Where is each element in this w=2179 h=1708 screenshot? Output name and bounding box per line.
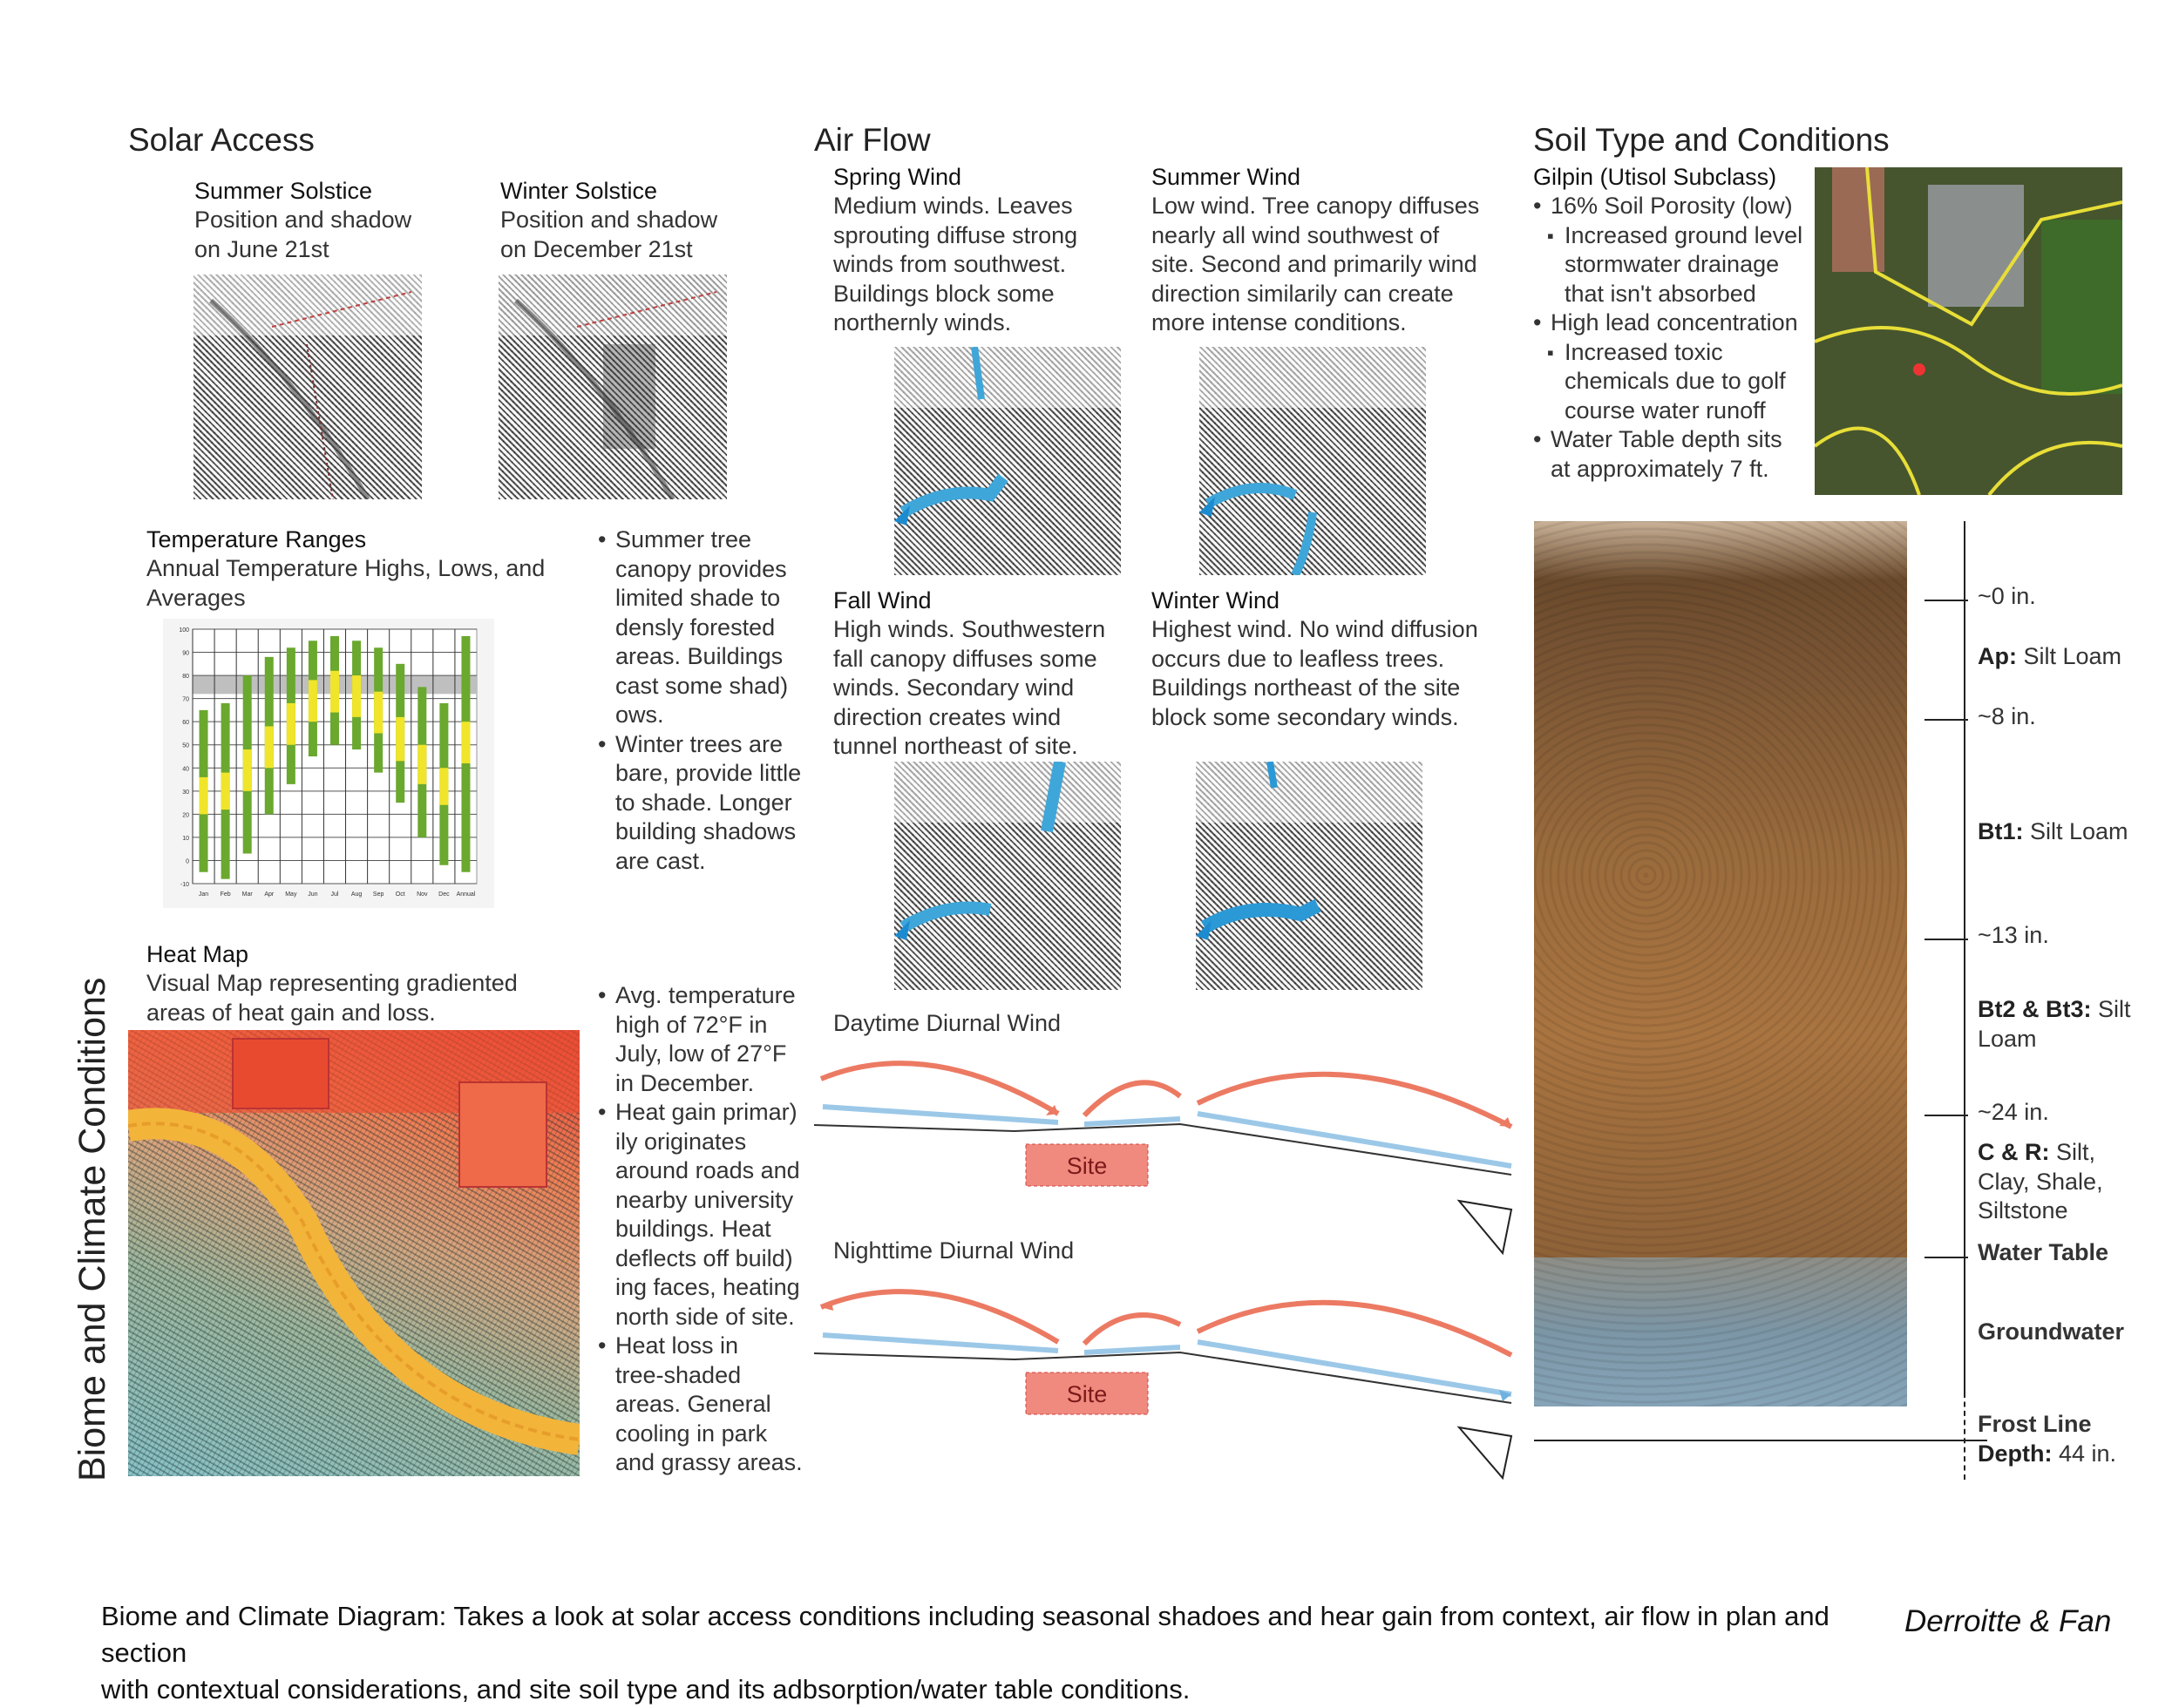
- winter-solstice-block: [500, 176, 717, 264]
- frost-line-label: [1978, 1410, 2116, 1468]
- spring-wind-block: [833, 162, 1077, 338]
- winter-solstice-sub: Position and shadow on December 21st: [500, 207, 718, 262]
- chart-y-tick: -10: [180, 882, 189, 888]
- tick-24in: [1924, 1115, 1968, 1116]
- tick-water-table: [1924, 1257, 1968, 1258]
- summer-wind-block: [1151, 162, 1479, 338]
- chart-x-tick: Aug: [350, 891, 363, 898]
- depth-13: ~13 in.: [1978, 922, 2049, 948]
- tick-8in: [1924, 719, 1968, 721]
- summer-solstice-block: [194, 176, 411, 264]
- heatmap-note-1: • Avg. temperature high of 72°F in July, low of 27°F in December.: [598, 981, 816, 1098]
- chart-x-tick: Apr: [264, 891, 275, 898]
- soil-type-bullets: [1533, 192, 1812, 484]
- soil-aerial-map: [1815, 167, 2122, 495]
- spring-wind-arrows: [894, 347, 1121, 575]
- vertical-title: Biome and Climate Conditions: [71, 977, 113, 1481]
- chart-y-tick: 70: [182, 696, 189, 703]
- chart-bar-yellow: [200, 777, 208, 814]
- chart-bar-yellow: [287, 703, 295, 745]
- chart-y-tick: 50: [182, 742, 189, 749]
- temperature-sub: Annual Temperature Highs, Lows, and Averages: [146, 555, 546, 611]
- soil-texture: [1534, 521, 1907, 1406]
- horizon-bt1-text: Silt Loam: [2023, 818, 2128, 844]
- temperature-title: Temperature Ranges: [146, 526, 367, 552]
- soil-aerial-overlay: [1815, 167, 2122, 495]
- nighttime-wind-section: [814, 1272, 1520, 1490]
- summer-wind-text: Low wind. Tree canopy diffuses nearly all wind southwest of site. Second and primarily wind direction similarily can create more intense conditions.: [1151, 193, 1480, 336]
- daytime-site-label: Site: [1066, 1153, 1108, 1179]
- frost-line-title: Frost Line: [1978, 1411, 2092, 1437]
- chart-y-tick: 60: [182, 720, 189, 727]
- chart-bar-yellow: [396, 717, 404, 761]
- frost-line-rule: [1534, 1440, 1987, 1441]
- chart-x-tick: Jun: [308, 891, 318, 898]
- depth-24: ~24 in.: [1978, 1099, 2049, 1125]
- chart-y-tick: 90: [182, 650, 189, 657]
- heatmap-title: Heat Map: [146, 941, 249, 967]
- chart-x-tick: Jan: [198, 891, 209, 898]
- nighttime-title: Nighttime Diurnal Wind: [833, 1237, 1075, 1264]
- heatmap-note-3: • Heat loss in tree-shaded areas. General cooling in park and grassy areas.: [598, 1332, 816, 1478]
- horizon-cr: [1978, 1138, 2152, 1226]
- horizon-bt1-bold: Bt1:: [1978, 818, 2024, 844]
- fall-wind-arrows: [894, 762, 1121, 990]
- winter-map-lines: [499, 274, 727, 499]
- heatmap-note-2: • Heat gain primar) ily originates around roads and nearby university buildings. Heat deflects off build) ing faces, heating north side of site.: [598, 1098, 816, 1332]
- horizon-bt2: [1978, 995, 2152, 1054]
- horizon-ap: [1978, 642, 2121, 672]
- soil-type-block: [1533, 162, 1812, 484]
- horizon-bt2-bold: Bt2 & Bt3:: [1978, 996, 2092, 1022]
- chart-x-tick: May: [285, 891, 297, 898]
- spring-wind-title: Spring Wind: [833, 164, 962, 190]
- temperature-note-2: • Winter trees are bare, provide little to shade. Longer building shadows are cast.: [598, 730, 816, 877]
- heatmap-block: [146, 939, 518, 1027]
- chart-y-tick: 40: [182, 766, 189, 773]
- chart-x-tick: Feb: [220, 891, 231, 898]
- summer-wind-map: [1199, 347, 1426, 575]
- tick-0in: [1924, 600, 1968, 601]
- temperature-block: [146, 525, 545, 613]
- tick-13in: [1924, 939, 1968, 940]
- heatmap-sub: Visual Map representing gradiented areas of heat gain and loss.: [146, 970, 518, 1026]
- soil-bullet-1: • 16% Soil Porosity (low): [1533, 192, 1812, 221]
- chart-y-tick: 20: [182, 812, 189, 819]
- chart-bar-yellow: [374, 692, 383, 734]
- winter-solstice-title: Winter Solstice: [500, 178, 658, 204]
- summer-wind-title: Summer Wind: [1151, 164, 1301, 190]
- winter-solstice-map: [499, 274, 727, 499]
- daytime-wind-section: [814, 1044, 1520, 1262]
- frost-depth-text: 44 in.: [2052, 1440, 2117, 1467]
- groundwater-label: Groundwater: [1978, 1318, 2125, 1345]
- air-flow-heading: Air Flow: [814, 122, 931, 158]
- soil-bullet-4: ▪ Increased toxic chemicals due to golf course water runoff: [1533, 338, 1812, 426]
- soil-heading: Soil Type and Conditions: [1533, 122, 1890, 158]
- caption: Biome and Climate Diagram: Takes a look at solar access conditions including seasonal shadoes and hear gain from context, air flow in plan and section with contextual considerations, and site soil type and its adbsorption/water table conditions.: [101, 1601, 1829, 1705]
- water-table-label: Water Table: [1978, 1239, 2109, 1265]
- frost-depth-bold: Depth:: [1978, 1440, 2053, 1467]
- chart-y-tick: 100: [179, 627, 189, 634]
- winter-wind-map: [1196, 762, 1422, 990]
- chart-bar-yellow: [461, 722, 470, 763]
- summer-map-lines: [193, 274, 422, 499]
- temperature-chart-svg: [163, 619, 494, 908]
- chart-x-tick: Annual: [456, 891, 476, 898]
- chart-bar-yellow: [265, 726, 274, 768]
- summer-solstice-map: [193, 274, 422, 499]
- depth-8: ~8 in.: [1978, 703, 2036, 729]
- chart-bar-yellow: [330, 671, 339, 713]
- summer-wind-arrows: [1199, 347, 1426, 575]
- fall-wind-block: [833, 586, 1105, 762]
- depth-0: ~0 in.: [1978, 583, 2036, 609]
- chart-x-tick: Oct: [395, 891, 405, 898]
- chart-x-tick: Jul: [330, 891, 339, 898]
- soil-bullet-2: ▪ Increased ground level stormwater drainage that isn't absorbed: [1533, 221, 1812, 309]
- spring-wind-map: [894, 347, 1121, 575]
- chart-x-tick: Mar: [241, 891, 253, 898]
- fall-wind-text: High winds. Southwestern fall canopy diffuses some winds. Secondary wind direction creates wind tunnel northeast of site.: [833, 616, 1106, 759]
- chart-x-tick: Dec: [438, 891, 450, 898]
- chart-x-tick: Sep: [372, 891, 384, 898]
- spring-wind-text: Medium winds. Leaves sprouting diffuse strong winds from southwest. Buildings block some northernly winds.: [833, 193, 1078, 336]
- summer-solstice-title: Summer Solstice: [194, 178, 373, 204]
- soil-axis-line: [1964, 521, 1965, 1393]
- soil-type-title: Gilpin (Utisol Subclass): [1533, 164, 1777, 190]
- temperature-chart: [163, 619, 494, 908]
- temperature-notes: [598, 525, 816, 876]
- horizon-bt2-text: Silt Loam: [1978, 996, 2131, 1052]
- fall-wind-title: Fall Wind: [833, 587, 932, 613]
- chart-bar-yellow: [221, 773, 230, 810]
- heat-map-overlay: [128, 1030, 580, 1476]
- chart-x-tick: Nov: [417, 891, 428, 898]
- daytime-title: Daytime Diurnal Wind: [833, 1010, 1062, 1036]
- signature: Derroitte & Fan: [1904, 1604, 2112, 1638]
- summer-solstice-sub: Position and shadow on June 21st: [194, 207, 412, 262]
- winter-wind-text: Highest wind. No wind diffusion occurs due to leafless trees. Buildings northeast of the site block some secondary winds.: [1151, 616, 1478, 730]
- winter-wind-block: [1151, 586, 1478, 732]
- soil-bullet-3: • High lead concentration: [1533, 308, 1812, 338]
- soil-profile-image: [1534, 521, 1907, 1406]
- horizon-ap-text: Silt Loam: [2016, 643, 2122, 669]
- chart-bar-yellow: [352, 675, 361, 717]
- heat-map-image: [128, 1030, 580, 1476]
- soil-axis-dashed: [1964, 1393, 1965, 1480]
- winter-wind-arrows: [1196, 762, 1422, 990]
- chart-y-tick: 10: [182, 835, 189, 842]
- chart-y-tick: 80: [182, 674, 189, 681]
- heatmap-notes: [598, 981, 816, 1478]
- horizon-cr-text: Silt, Clay, Shale, Siltstone: [1978, 1139, 2103, 1223]
- chart-y-tick: 0: [186, 858, 189, 865]
- winter-wind-title: Winter Wind: [1151, 587, 1280, 613]
- horizon-cr-bold: C & R:: [1978, 1139, 2050, 1165]
- temperature-note-1: • Summer tree canopy provides limited shade to densly forested areas. Buildings cast some shad) ows.: [598, 525, 816, 730]
- chart-bar-yellow: [417, 745, 426, 784]
- chart-bar-yellow: [439, 768, 448, 804]
- chart-bar-yellow: [309, 680, 317, 722]
- nighttime-site-label: Site: [1066, 1381, 1108, 1407]
- chart-y-tick: 30: [182, 789, 189, 796]
- chart-bar-yellow: [243, 749, 252, 791]
- horizon-ap-bold: Ap:: [1978, 643, 2017, 669]
- soil-bullet-5: • Water Table depth sits at approximately 7 ft.: [1533, 425, 1812, 484]
- solar-access-heading: Solar Access: [128, 122, 315, 158]
- horizon-bt1: [1978, 817, 2128, 847]
- fall-wind-map: [894, 762, 1121, 990]
